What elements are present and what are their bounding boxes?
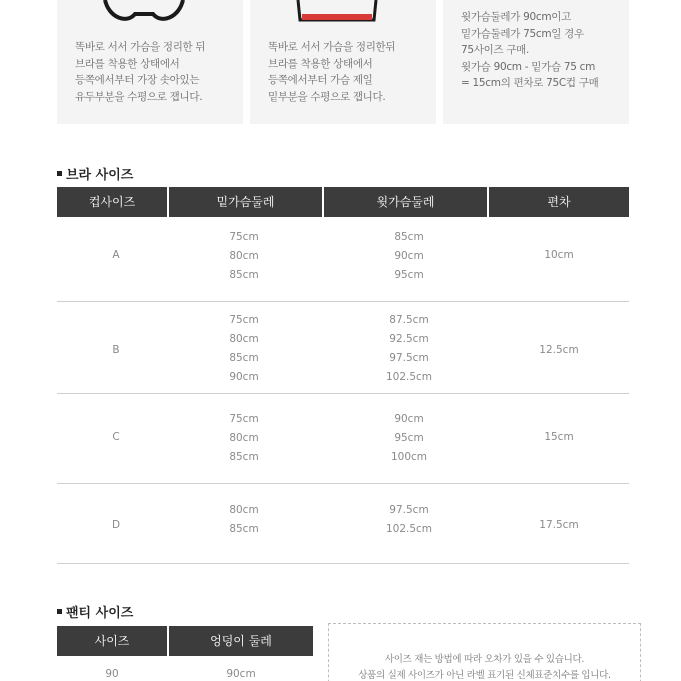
difference-cell: 10cm <box>544 249 574 261</box>
value: 90cm <box>394 413 424 425</box>
value: 80cm <box>229 250 259 262</box>
panty-table-header <box>57 626 313 656</box>
card-line: = 15cm의 편차로 75C컵 구매 <box>461 77 599 89</box>
panty-hip-cell: 90cm <box>226 668 256 680</box>
difference-cell: 15cm <box>544 431 574 443</box>
value: 80cm <box>229 432 259 444</box>
value: 97.5cm <box>389 504 429 516</box>
card-line: 등쪽에서부터 가슴 제일 <box>268 74 373 86</box>
table-row <box>57 501 629 541</box>
value: 92.5cm <box>389 333 429 345</box>
table-row <box>57 228 629 288</box>
under-bust-cell <box>169 228 319 285</box>
card-line: 똑바로 서서 가슴을 정리한 뒤 <box>75 41 206 53</box>
panty-size-title <box>57 602 133 621</box>
cup-cell: C <box>112 431 120 443</box>
panty-size-cell: 90 <box>105 668 119 680</box>
value: 85cm <box>229 451 259 463</box>
under-bust-cell <box>169 311 319 387</box>
difference-cell: 17.5cm <box>539 519 579 531</box>
value: 90cm <box>394 250 424 262</box>
value: 75cm <box>229 231 259 243</box>
card-line: 윗가슴둘레가 90cm이고 <box>461 11 571 23</box>
value: 90cm <box>229 371 259 383</box>
bullet-square-icon <box>57 171 62 176</box>
bra-table-header <box>57 187 629 217</box>
value: 95cm <box>394 269 424 281</box>
value: 102.5cm <box>385 523 433 535</box>
value: 95cm <box>394 432 424 444</box>
bra-size-title-text: 브라 사이즈 <box>66 168 134 183</box>
value: 85cm <box>229 352 259 364</box>
note-line: 사이즈 재는 방법에 따라 오차가 있을 수 있습니다. <box>384 654 585 665</box>
value: 75cm <box>229 314 259 326</box>
measure-card-upper <box>57 0 243 124</box>
header-under-bust: 밑가슴둘레 <box>216 195 275 209</box>
value: 80cm <box>229 333 259 345</box>
row-divider <box>57 301 629 302</box>
upper-bust-cell <box>324 311 494 387</box>
upper-bust-cell <box>324 410 494 467</box>
header-upper-bust: 윗가슴둘레 <box>376 195 435 209</box>
panty-size-title-text: 팬티 사이즈 <box>66 606 134 621</box>
measure-card-example <box>443 0 629 124</box>
value: 102.5cm <box>385 371 433 383</box>
under-bust-cell <box>169 410 319 467</box>
header-cup-size: 컵사이즈 <box>88 195 136 209</box>
cup-cell: B <box>112 344 120 356</box>
row-divider <box>57 483 629 484</box>
card-line: 75사이즈 구매. <box>461 44 530 56</box>
header-difference: 편차 <box>547 195 571 209</box>
header-size: 사이즈 <box>94 634 130 648</box>
difference-cell: 12.5cm <box>539 344 579 356</box>
value: 87.5cm <box>389 314 429 326</box>
value: 97.5cm <box>389 352 429 364</box>
header-hip: 엉덩이 둘레 <box>210 634 272 648</box>
card-line: 브라를 착용한 상태에서 <box>268 57 373 70</box>
value: 85cm <box>229 269 259 281</box>
bullet-square-icon <box>57 609 62 614</box>
card-line: 똑바로 서서 가슴을 정리한뒤 <box>268 41 396 53</box>
value: 75cm <box>229 413 259 425</box>
value: 85cm <box>394 231 424 243</box>
under-bust-cell <box>169 501 319 539</box>
table-row <box>57 410 629 470</box>
row-divider <box>57 393 629 394</box>
table-row <box>57 311 629 389</box>
bra-illustration-red-icon <box>250 0 436 36</box>
upper-bust-cell <box>324 501 494 539</box>
card-line: 밑가슴둘레가 75cm일 경우 <box>461 27 584 40</box>
card-line: 밑부분을 수평으로 잽니다. <box>268 90 386 103</box>
upper-bust-cell <box>324 228 494 285</box>
row-divider <box>57 563 629 564</box>
card-line: 브라를 착용한 상태에서 <box>75 57 180 70</box>
value: 85cm <box>229 523 259 535</box>
size-note-box <box>328 623 641 681</box>
card-line: 등쪽에서부터 가장 솟아있는 <box>75 74 200 86</box>
note-line: 상품의 실제 사이즈가 아닌 라벨 표기된 신체표준치수를 입니다. <box>358 670 611 681</box>
cup-cell: D <box>111 519 121 531</box>
bra-illustration-black-icon <box>57 0 243 36</box>
value: 100cm <box>390 451 428 463</box>
measure-card-under <box>250 0 436 124</box>
cup-cell: A <box>112 249 120 261</box>
bra-size-title <box>57 164 133 183</box>
card-line: 윗가슴 90cm - 밑가슴 75 cm <box>461 60 596 73</box>
value: 80cm <box>229 504 259 516</box>
card-line: 유두부분을 수평으로 잽니다. <box>75 90 203 103</box>
